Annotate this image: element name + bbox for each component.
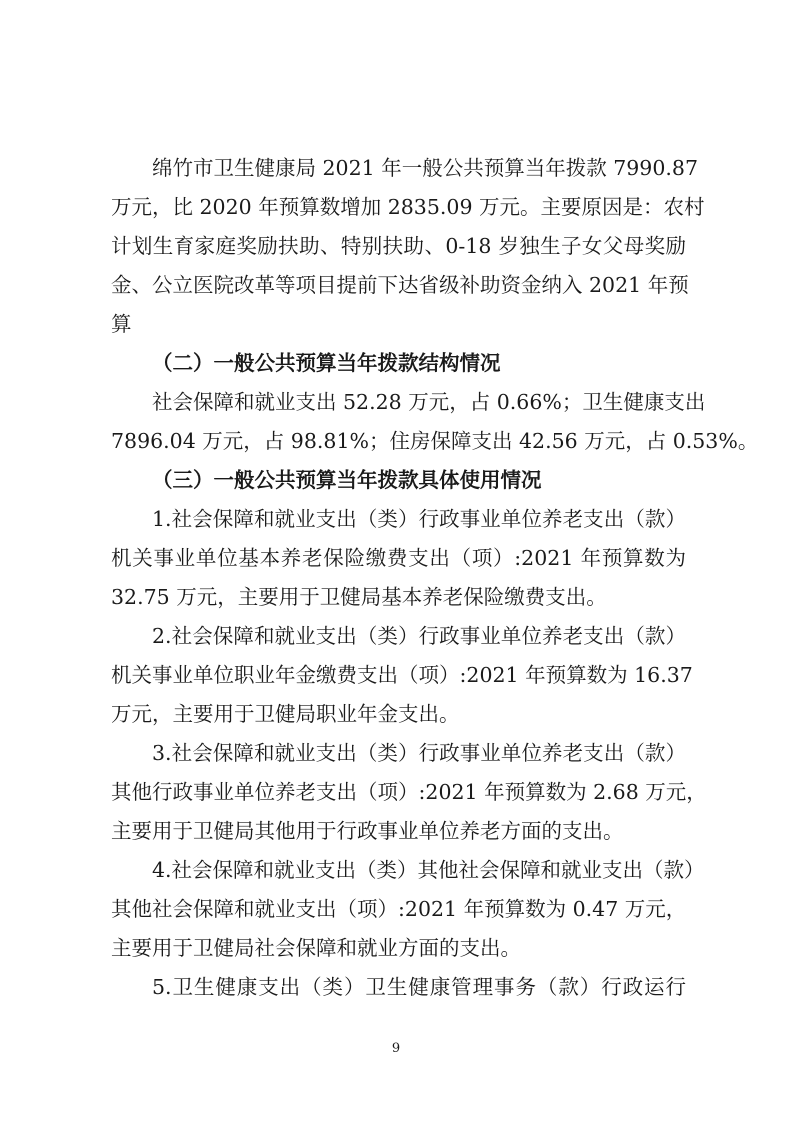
page-number: 9 [391,1041,401,1056]
list-item-line: 2.社会保障和就业支出（类）行政事业单位养老支出（款） [152,624,686,648]
list-item-line: 1.社会保障和就业支出（类）行政事业单位养老支出（款） [152,507,686,531]
paragraph-line: 社会保障和就业支出 52.28 万元，占 0.66%；卫生健康支出 [152,390,706,414]
list-item-line: 4.社会保障和就业支出（类）其他社会保障和就业支出（款） [152,858,705,882]
list-item-line: 主要用于卫健局其他用于行政事业单位养老方面的支出。 [111,819,624,843]
list-item-line: 5.卫生健康支出（类）卫生健康管理事务（款）行政运行 [152,975,686,999]
list-item-line: 3.社会保障和就业支出（类）行政事业单位养老支出（款） [152,741,686,765]
list-item-line: 其他社会保障和就业支出（项）:2021 年预算数为 0.47 万元， [111,897,687,921]
paragraph-line: 金、公立医院改革等项目提前下达省级补助资金纳入 2021 年预 [111,273,689,297]
paragraph-line: 绵竹市卫生健康局 2021 年一般公共预算当年拨款 7990.87 [152,156,698,180]
section-heading-usage: （三）一般公共预算当年拨款具体使用情况 [152,468,542,492]
paragraph-line: 7896.04 万元，占 98.81%；住房保障支出 42.56 万元，占 0.53%。 [111,429,759,453]
list-item-line: 其他行政事业单位养老支出（项）:2021 年预算数为 2.68 万元， [111,780,707,804]
list-item-line: 万元，主要用于卫健局职业年金支出。 [111,702,460,726]
section-heading-structure: （二）一般公共预算当年拨款结构情况 [152,351,501,375]
paragraph-line: 计划生育家庭奖励扶助、特别扶助、0-18 岁独生子女父母奖励 [111,234,686,258]
paragraph-line: 万元，比 2020 年预算数增加 2835.09 万元。主要原因是：农村 [111,195,705,219]
list-item-line: 32.75 万元，主要用于卫健局基本养老保险缴费支出。 [111,585,607,609]
list-item-line: 主要用于卫健局社会保障和就业方面的支出。 [111,936,521,960]
list-item-line: 机关事业单位职业年金缴费支出（项）:2021 年预算数为 16.37 [111,663,693,687]
paragraph-line: 算 [111,312,132,336]
list-item-line: 机关事业单位基本养老保险缴费支出（项）:2021 年预算数为 [111,546,686,570]
